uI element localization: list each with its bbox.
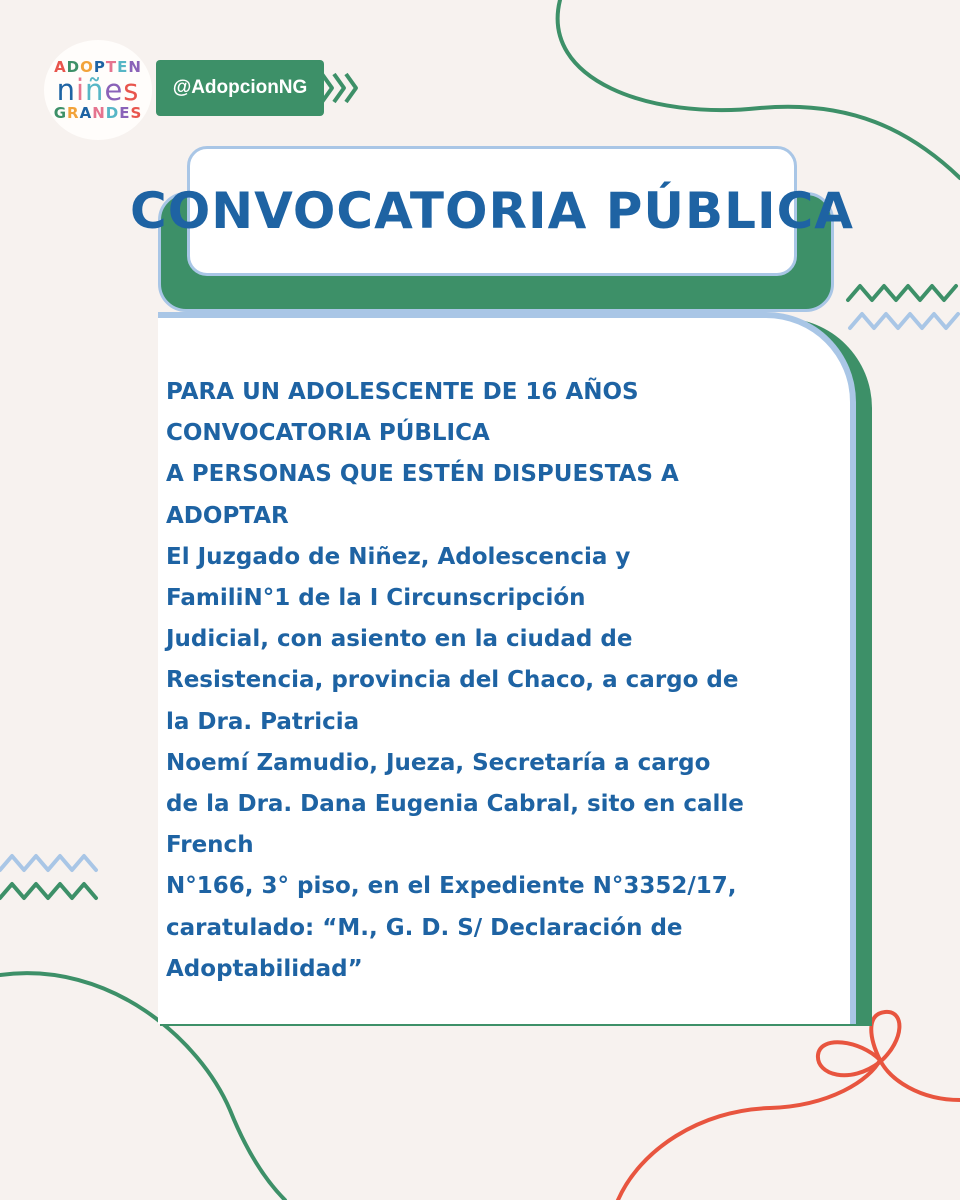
text-line: Resistencia, provincia del Chaco, a cargo de xyxy=(166,667,739,694)
zigzag-icon xyxy=(0,856,96,870)
logo-letter: S xyxy=(130,103,143,122)
logo-letter: G xyxy=(53,103,68,122)
logo-letter: D xyxy=(66,57,81,76)
logo-letter: i xyxy=(75,72,86,107)
social-handle-badge xyxy=(156,60,324,116)
text-line: Judicial, con asiento en la ciudad de xyxy=(166,626,633,653)
text-line: CONVOCATORIA PÚBLICA xyxy=(166,420,490,447)
text-line: Adoptabilidad” xyxy=(166,955,363,982)
logo xyxy=(44,40,152,140)
logo-letter: A xyxy=(54,57,67,76)
logo-line-3 xyxy=(53,103,143,122)
text-line: PARA UN ADOLESCENTE DE 16 AÑOS xyxy=(166,379,639,405)
logo-letter: P xyxy=(93,57,106,76)
zigzag-icon xyxy=(850,314,958,328)
page-title: CONVOCATORIA PÚBLICA xyxy=(130,182,854,240)
logo-letter: E xyxy=(117,57,129,76)
text-line: Noemí Zamudio, Jueza, Secretaría a cargo xyxy=(166,749,711,776)
text-line: El Juzgado de Niñez, Adolescencia y xyxy=(166,543,631,570)
title-card xyxy=(130,146,854,276)
logo-letter: s xyxy=(123,72,140,107)
curve-line-icon xyxy=(618,1060,880,1200)
logo-letter: e xyxy=(104,72,124,107)
chevrons-right-icon xyxy=(318,60,362,116)
logo-letter: O xyxy=(80,57,94,76)
logo-letter: R xyxy=(67,103,80,122)
logo-letter: T xyxy=(105,57,118,76)
text-line: ADOPTAR xyxy=(166,502,289,529)
zigzag-icon xyxy=(0,884,96,898)
logo-letter: N xyxy=(92,103,106,122)
text-line: la Dra. Patricia xyxy=(166,708,360,735)
logo-letter: A xyxy=(79,103,93,122)
announcement-text xyxy=(166,372,836,990)
logo-letter: E xyxy=(119,103,131,122)
text-line: French xyxy=(166,832,254,859)
text-line: N°166, 3° piso, en el Expediente N°3352/17, xyxy=(166,873,737,900)
logo-letter: N xyxy=(128,57,142,76)
logo-letter: ñ xyxy=(85,72,105,107)
social-handle-text: @AdopcionNG xyxy=(172,77,308,98)
text-line: A PERSONAS QUE ESTÉN DISPUESTAS A xyxy=(166,461,679,488)
zigzag-icon xyxy=(848,286,956,300)
logo-line-2 xyxy=(56,72,140,107)
text-line: caratulado: “M., G. D. S/ Declaración de xyxy=(166,914,683,941)
logo-letter: n xyxy=(56,72,76,107)
logo-letter: D xyxy=(105,103,120,122)
text-line: FamiliN°1 de la I Circunscripción xyxy=(166,585,586,612)
text-line: de la Dra. Dana Eugenia Cabral, sito en calle xyxy=(166,791,744,818)
